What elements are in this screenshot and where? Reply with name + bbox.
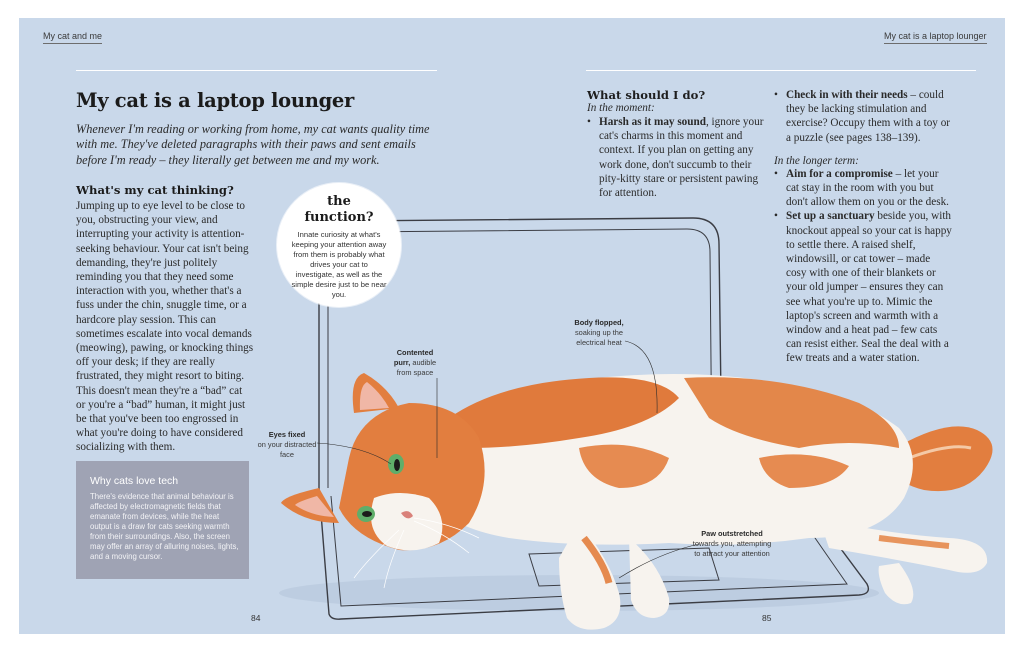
- callout-purr: Contented purr, audible from space: [393, 348, 437, 377]
- needs-list: [774, 88, 952, 145]
- in-moment-label: In the moment:: [587, 102, 655, 114]
- function-body: Innate curiosity at what's keeping your attention away from them is probably what drives your cat to investigate, as well as the simple desire just to be near you.: [291, 230, 387, 299]
- running-head-right: My cat is a laptop lounger: [884, 31, 987, 44]
- list-item: • Aim for a compromise – let your cat stay in the room with you but don't allow them on you or the desk.: [774, 167, 949, 209]
- function-title: the function?: [304, 194, 374, 225]
- callout-body: Body flopped, soaking up the electrical heat: [574, 318, 624, 347]
- right-rule: [586, 70, 976, 71]
- page-title: My cat is a laptop lounger: [76, 89, 355, 112]
- list-item: • Set up a sanctuary beside you, with knockout appeal so your cat is happy to settle there. A raised shelf, windowsill, or cat tower – made cosy with one of their blankets or your old jumper – ensures they can see what you're up to. Mimic the laptop's screen and warmth with a window and a heat pad – few cats can resist either. Seal the deal with a few treats and a water station.: [774, 210, 952, 365]
- moment-list: [587, 115, 769, 200]
- thinking-heading: What's my cat thinking?: [76, 183, 234, 197]
- longer-term-label: In the longer term:: [774, 154, 859, 167]
- page-number-left: 84: [251, 613, 261, 623]
- box-body: There's evidence that animal behaviour is affected by electromagnetic fields that emanate from devices, while the heat output is a draw for cats seeking warmth from their surroundings. Also, the screen may offer an array of alluring noises, lights, and a moving cursor.: [90, 492, 239, 561]
- page-number-right: 85: [762, 613, 772, 623]
- right-column-2: [774, 88, 952, 366]
- book-spread: [19, 18, 1005, 634]
- box-title: Why cats love tech: [90, 475, 179, 487]
- callout-paw: Paw outstretched towards you, attempting to attract your attention: [692, 529, 772, 558]
- running-head-left: My cat and me: [43, 31, 102, 44]
- right-column-1: [587, 88, 769, 200]
- intro-text: Whenever I'm reading or working from home, my cat wants quality time with me. They've deleted paragraphs with their paws and sent emails before I'm ready – they literally get between me and my work.: [76, 122, 430, 167]
- title-rule: [76, 70, 437, 71]
- sidebar-box: [76, 461, 249, 579]
- function-circle: [277, 183, 401, 307]
- longer-term-list: [774, 167, 952, 366]
- list-item: • Check in with their needs – could they be lacking stimulation and exercise? Occupy them with a toy or a puzzle (see pages 138–139).: [774, 89, 951, 144]
- thinking-body: Jumping up to eye level to be close to you, obstructing your view, and interrupting your activity is attention-seeking behaviour. Your cat isn't being demanding, they're just politely reminding you that they need some interaction with you, whether that's a fuss under the chin, snuggle time, or a hardcore play session. This can sometimes escalate into vocal demands (meowing), pawing, or knocking things off your desk; if they are really frustrated, they might resort to biting. This doesn't mean they're a “bad” cat or you're a “bad” human, it might just be that you've been too engrossed in what you're doing to have considered socializing with them.: [76, 200, 254, 454]
- do-heading: What should I do?: [587, 88, 706, 102]
- callout-eyes: Eyes fixed on your distracted face: [257, 430, 317, 459]
- list-item: • Harsh as it may sound, ignore your cat's charms in this moment and context. If you plan on getting any work done, don't succumb to their pity-kitty stare or persistent pawing for attention.: [587, 116, 764, 200]
